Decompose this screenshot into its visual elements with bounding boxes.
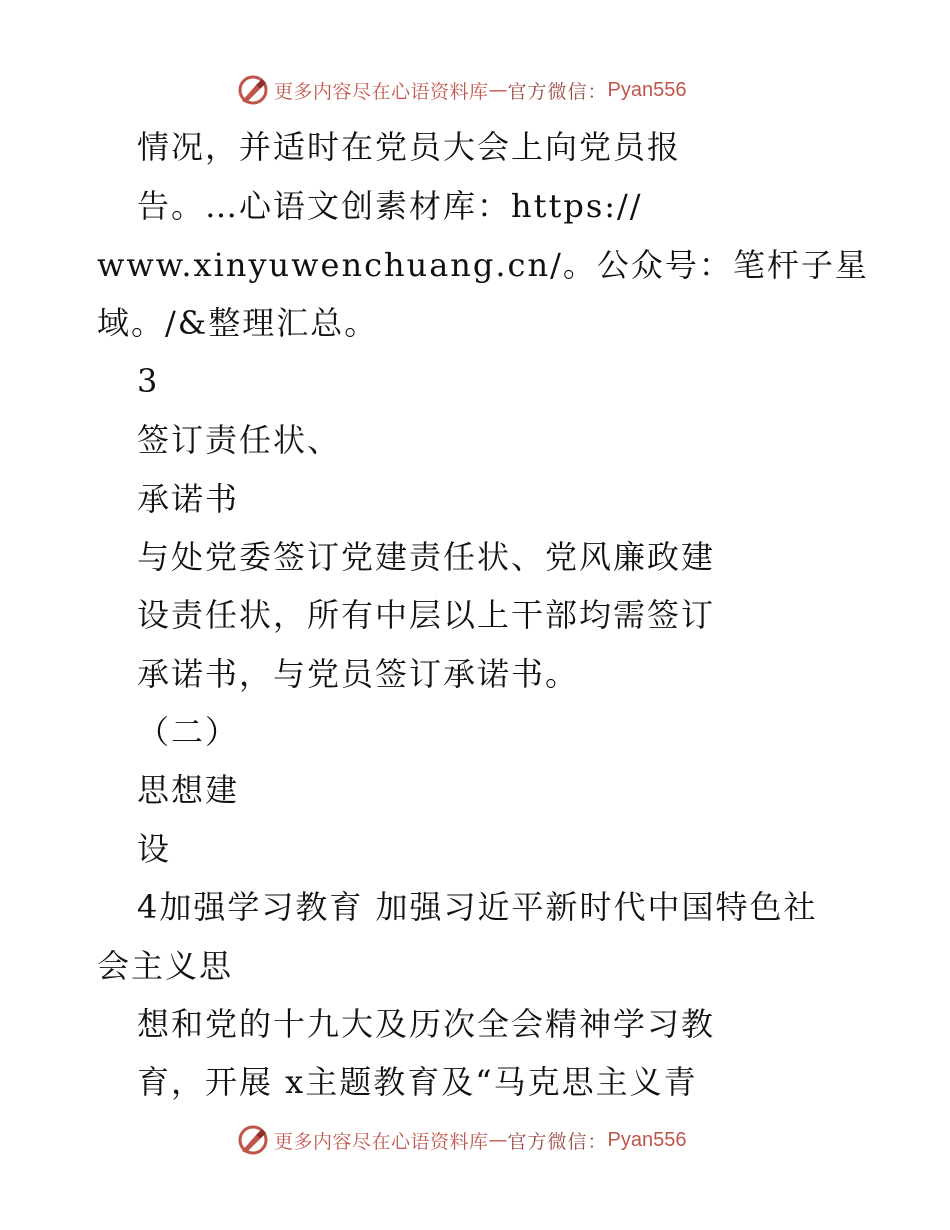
section-heading: （二） bbox=[137, 713, 240, 751]
banner-main-text: 更多内容尽在心语资料库 bbox=[274, 1130, 489, 1153]
text-line: 承诺书，与党员签订承诺书。 bbox=[137, 655, 580, 693]
text-line: 域。/&整理汇总。 bbox=[97, 304, 379, 342]
text-line: 情况，并适时在党员大会上向党员报 bbox=[137, 128, 682, 166]
banner-main-text: 更多内容尽在心语资料库 bbox=[274, 80, 489, 103]
banner-separator: — bbox=[488, 79, 508, 101]
banner-wechat-label: 官方微信： bbox=[507, 80, 608, 103]
pen-logo-icon bbox=[236, 1123, 270, 1157]
text-line: 承诺书 bbox=[137, 480, 240, 518]
text-line: 会主义思 bbox=[97, 947, 234, 985]
section-number: 3 bbox=[137, 362, 160, 400]
banner-wechat-id: Pyan556 bbox=[607, 1128, 687, 1151]
footer-banner bbox=[236, 1122, 687, 1158]
banner-wechat-label: 官方微信： bbox=[507, 1130, 608, 1153]
text-line: 告。…心语文创素材库：https:// bbox=[137, 187, 643, 225]
text-line: 想和党的十九大及历次全会精神学习教 bbox=[137, 1005, 716, 1043]
text-line: 与处党委签订党建责任状、党风廉政建 bbox=[137, 538, 716, 576]
section-heading: 思想建 bbox=[137, 771, 240, 809]
pen-logo-icon bbox=[236, 73, 270, 107]
header-banner bbox=[236, 72, 687, 108]
banner-separator: — bbox=[488, 1129, 508, 1151]
text-line: 签订责任状、 bbox=[137, 421, 342, 459]
text-line: 设责任状，所有中层以上干部均需签订 bbox=[137, 596, 716, 634]
text-line: www.xinyuwenchuang.cn/。公众号：笔杆子星 bbox=[97, 246, 869, 284]
text-line: 4加强学习教育 加强习近平新时代中国特色社 bbox=[137, 888, 818, 926]
text-line: 育，开展 x主题教育及“马克思主义青 bbox=[137, 1063, 698, 1101]
banner-wechat-id: Pyan556 bbox=[607, 78, 687, 101]
section-heading: 设 bbox=[137, 830, 172, 868]
